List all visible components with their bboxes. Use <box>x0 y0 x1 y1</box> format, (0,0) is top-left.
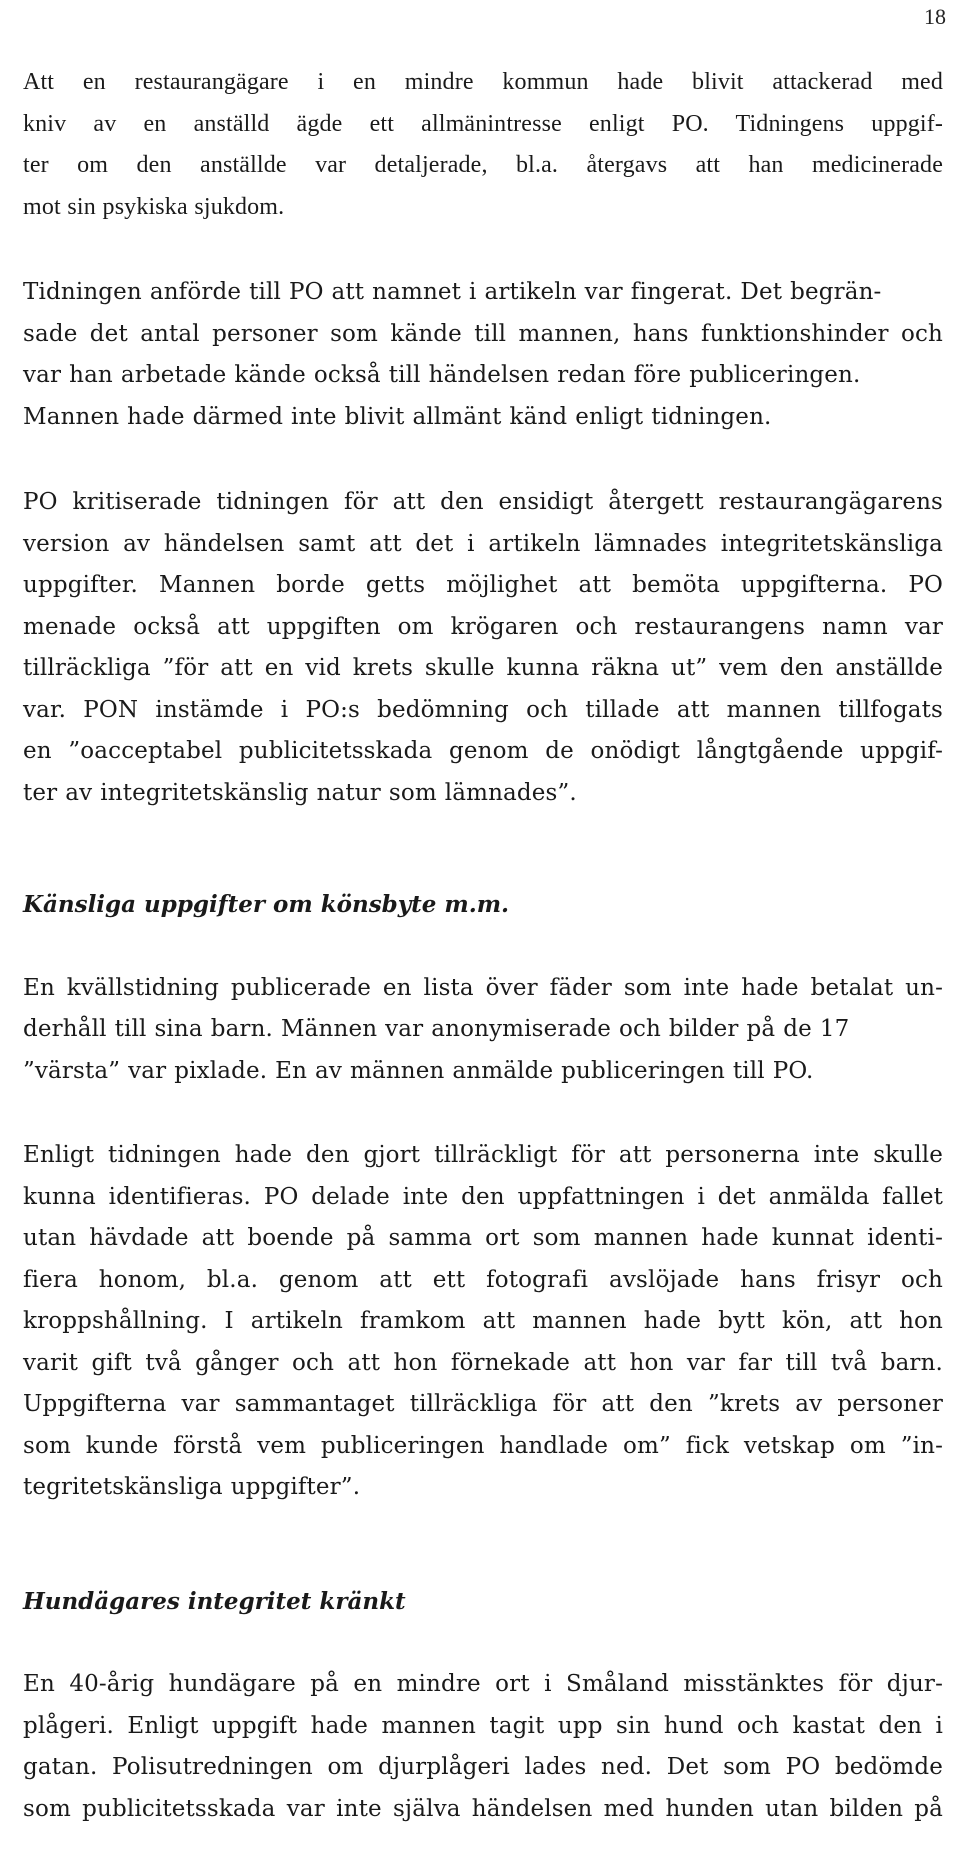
text-line: Enligt tidningen hade den gjort tillräckligt för att personerna inte skulle <box>23 1142 943 1168</box>
paragraph-fathers-list <box>23 968 943 1093</box>
text-line: derhåll till sina barn. Männen var anonymiserade och bilder på de 17 <box>23 1016 850 1042</box>
text-line: ter av integritetskänslig natur som lämnades”. <box>23 779 577 806</box>
text-line: En kvällstidning publicerade en lista över fäder som inte hade betalat un- <box>23 974 943 1001</box>
text-line: Tidningen anförde till PO att namnet i artikeln var fingerat. Det begrän- <box>23 279 882 305</box>
text-line: kroppshållning. I artikeln framkom att mannen hade bytt kön, att hon <box>23 1308 943 1334</box>
document-body <box>23 62 943 1830</box>
paragraph-dog-owner <box>23 1664 943 1830</box>
text-line: utan hävdade att boende på samma ort som mannen hade kunnat identi- <box>23 1225 943 1251</box>
text-line: var han arbetade kände också till händelsen redan före publiceringen. <box>23 362 861 388</box>
text-line: uppgifter. Mannen borde getts möjlighet att bemöta uppgifterna. PO <box>23 572 943 598</box>
paragraph-po-criticism <box>23 482 943 814</box>
text-line: Att en restaurangägare i en mindre kommun hade blivit attackerad med <box>23 69 943 95</box>
text-line: en ”oacceptabel publicitetsskada genom de onödigt långtgående uppgif- <box>23 738 943 764</box>
text-line: fiera honom, bl.a. genom att ett fotografi avslöjade hans frisyr och <box>23 1266 943 1293</box>
text-line: kunna identifieras. PO delade inte den uppfattningen i det anmälda fallet <box>23 1183 943 1210</box>
text-line: ”värsta” var pixlade. En av männen anmälde publiceringen till PO. <box>23 1057 814 1084</box>
text-line: Uppgifterna var sammantaget tillräckliga för att den ”krets av personer <box>23 1391 943 1417</box>
text-line: menade också att uppgiften om krögaren och restaurangens namn var <box>23 613 943 640</box>
text-line: kniv av en anställd ägde ett allmänintresse enligt PO. Tidningens uppgif- <box>23 110 943 137</box>
text-line: En 40-årig hundägare på en mindre ort i Småland misstänktes för djur- <box>23 1671 943 1697</box>
text-line: mot sin psykiska sjukdom. <box>23 193 285 220</box>
text-line: tillräckliga ”för att en vid krets skulle kunna räkna ut” vem den anställde <box>23 655 943 681</box>
section-heading-sensitive-data: Känsliga uppgifter om könsbyte m.m. <box>23 891 510 918</box>
text-line: som kunde förstå vem publiceringen handlade om” fick vetskap om ”in- <box>23 1432 943 1459</box>
text-line: sade det antal personer som kände till mannen, hans funktionshinder och <box>23 320 943 347</box>
text-line: varit gift två gånger och att hon förnekade att hon var far till två barn. <box>23 1349 943 1376</box>
text-line: tegritetskänsliga uppgifter”. <box>23 1474 361 1500</box>
section-heading-dog-owner: Hundägares integritet kränkt <box>23 1587 406 1615</box>
paragraph-newspaper-response <box>23 272 943 438</box>
page-number: 18 <box>924 4 946 29</box>
text-line: var. PON instämde i PO:s bedömning och tillade att mannen tillfogats <box>23 696 943 723</box>
text-line: ter om den anställde var detaljerade, bl.a. återgavs att han medicinerade <box>23 152 943 178</box>
text-line: som publicitetsskada var inte själva händelsen med hunden utan bilden på <box>23 1795 943 1822</box>
text-line: Mannen hade därmed inte blivit allmänt känd enligt tidningen. <box>23 403 772 430</box>
text-line: plågeri. Enligt uppgift hade mannen tagit upp sin hund och kastat den i <box>23 1712 943 1739</box>
text-line: gatan. Polisutredningen om djurplågeri lades ned. Det som PO bedömde <box>23 1754 943 1780</box>
paragraph-restaurant-attack <box>23 62 943 228</box>
paragraph-identification <box>23 1135 943 1509</box>
text-line: version av händelsen samt att det i artikeln lämnades integritetskänsliga <box>23 530 943 557</box>
text-line: PO kritiserade tidningen för att den ensidigt återgett restaurangägarens <box>23 489 943 515</box>
